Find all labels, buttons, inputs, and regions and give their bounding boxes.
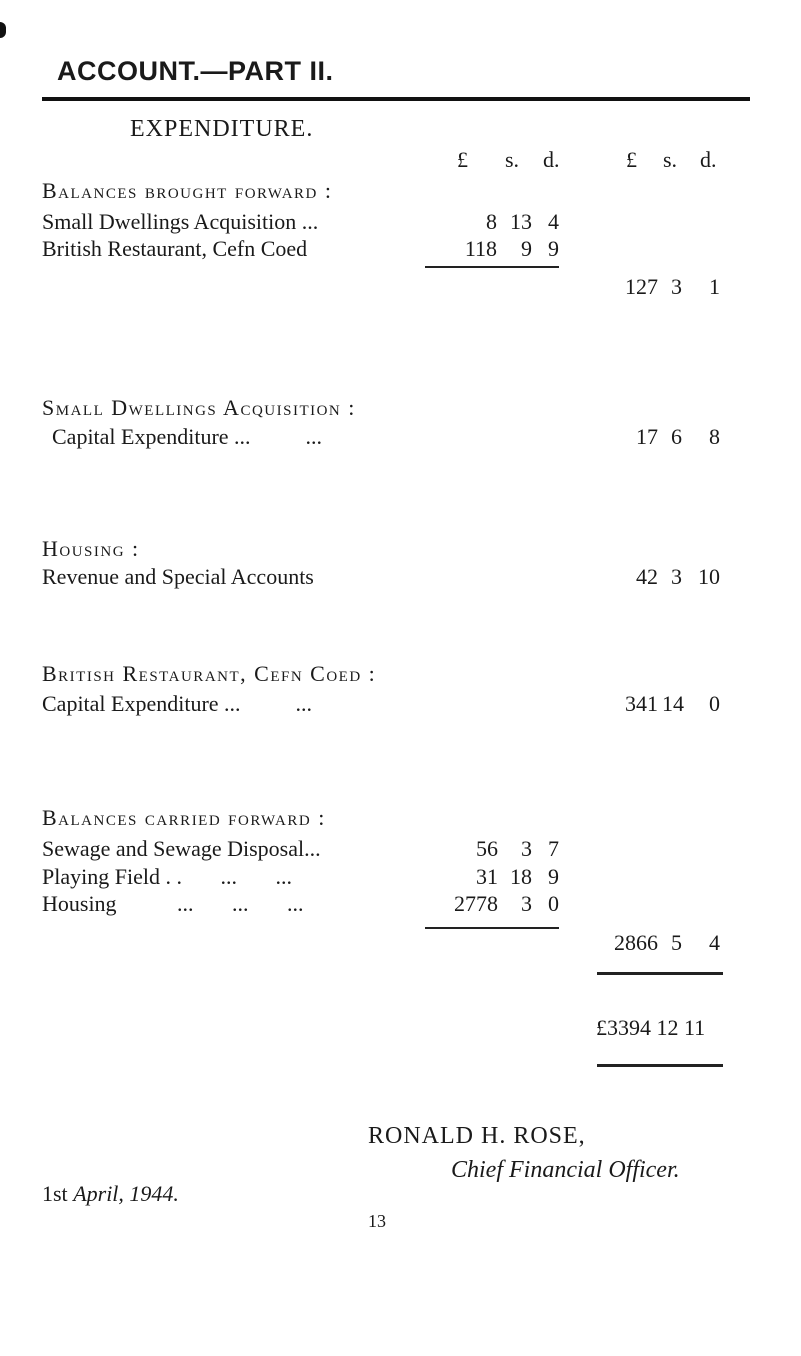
grand-total: £3394 12 11 bbox=[596, 1015, 706, 1040]
outer-shillings: 3 bbox=[671, 564, 682, 589]
item-label: Capital Expenditure ... ... bbox=[42, 691, 313, 716]
inner-pounds: 8 bbox=[486, 209, 497, 234]
subtotal-rule bbox=[425, 927, 559, 929]
signatory-name: RONALD H. ROSE, bbox=[368, 1123, 586, 1149]
inner-shillings: 3 bbox=[521, 836, 532, 861]
inner-pounds: 2778 bbox=[454, 891, 498, 916]
outer-pence: 4 bbox=[709, 930, 720, 955]
outer-shillings: 6 bbox=[671, 424, 682, 449]
outer-pence: 1 bbox=[709, 274, 720, 299]
outer-pence: 10 bbox=[698, 564, 720, 589]
outer-pounds: 2866 bbox=[614, 930, 658, 955]
signature-date bbox=[42, 1183, 179, 1205]
total-rule-bottom bbox=[597, 1064, 723, 1067]
group-heading: British Restaurant, Cefn Coed : bbox=[42, 661, 377, 686]
inner-pounds: 31 bbox=[476, 864, 498, 889]
item-label: Capital Expenditure ... ... bbox=[52, 424, 323, 449]
item-label: Sewage and Sewage Disposal... bbox=[42, 836, 321, 861]
inner-pence: 9 bbox=[548, 864, 559, 889]
inner-shillings: 13 bbox=[510, 209, 532, 234]
inner-pence: 4 bbox=[548, 209, 559, 234]
outer-pence: 0 bbox=[709, 691, 720, 716]
outer-pounds-header: £ bbox=[626, 147, 637, 172]
group-heading: Balances carried forward : bbox=[42, 805, 326, 830]
inner-pence: 7 bbox=[548, 836, 559, 861]
margin-mark bbox=[0, 22, 6, 38]
date-ordinal: 1st bbox=[42, 1181, 68, 1206]
inner-shillings-header: s. bbox=[505, 147, 520, 172]
inner-pence: 0 bbox=[548, 891, 559, 916]
group-heading: Balances brought forward : bbox=[42, 178, 333, 203]
total-rule-top bbox=[597, 972, 723, 975]
inner-pounds: 118 bbox=[464, 236, 497, 261]
outer-pence: 8 bbox=[709, 424, 720, 449]
outer-shillings-header: s. bbox=[663, 147, 678, 172]
page-title: ACCOUNT.—PART II. bbox=[57, 56, 334, 86]
item-label: Housing ... ... ... bbox=[42, 891, 304, 916]
outer-pounds: 127 bbox=[625, 274, 658, 299]
outer-shillings: 5 bbox=[671, 930, 682, 955]
title-rule bbox=[42, 97, 750, 101]
inner-shillings: 9 bbox=[521, 236, 532, 261]
outer-shillings: 14 bbox=[662, 691, 684, 716]
item-label: Playing Field . . ... ... bbox=[42, 864, 292, 889]
outer-pence-header: d. bbox=[700, 147, 717, 172]
item-label: Small Dwellings Acquisition ... bbox=[42, 209, 319, 234]
inner-pounds-header: £ bbox=[457, 147, 468, 172]
signatory-role: Chief Financial Officer. bbox=[451, 1157, 680, 1183]
inner-shillings: 18 bbox=[510, 864, 532, 889]
group-heading: Housing : bbox=[42, 536, 140, 561]
section-heading: EXPENDITURE. bbox=[130, 116, 314, 142]
inner-pounds: 56 bbox=[476, 836, 498, 861]
outer-shillings: 3 bbox=[671, 274, 682, 299]
item-label: British Restaurant, Cefn Coed bbox=[42, 236, 308, 261]
page-number: 13 bbox=[368, 1211, 386, 1231]
outer-pounds: 341 bbox=[625, 691, 658, 716]
inner-shillings: 3 bbox=[521, 891, 532, 916]
outer-pounds: 17 bbox=[636, 424, 658, 449]
inner-pence: 9 bbox=[548, 236, 559, 261]
item-label: Revenue and Special Accounts bbox=[42, 564, 314, 589]
outer-pounds: 42 bbox=[636, 564, 658, 589]
date-text: April, 1944. bbox=[73, 1181, 179, 1206]
inner-pence-header: d. bbox=[543, 147, 560, 172]
subtotal-rule bbox=[425, 266, 559, 268]
group-heading: Small Dwellings Acquisition : bbox=[42, 395, 356, 420]
